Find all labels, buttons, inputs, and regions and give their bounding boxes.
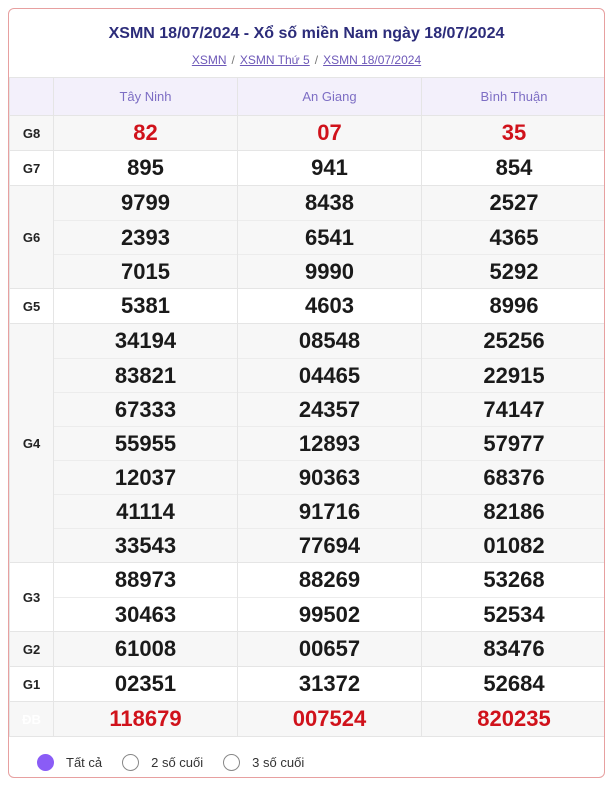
prize-cell xyxy=(422,186,606,289)
prize-row-g7 xyxy=(10,151,606,186)
winning-number: 57977 xyxy=(422,426,605,460)
prize-cell xyxy=(54,702,238,737)
prize-cell xyxy=(54,632,238,667)
prize-label: G1 xyxy=(10,667,54,702)
winning-number: 5381 xyxy=(121,293,170,318)
winning-number: 22915 xyxy=(422,358,605,392)
winning-number: 90363 xyxy=(238,460,421,494)
prize-label: G7 xyxy=(10,151,54,186)
filter-label: 3 số cuối xyxy=(252,754,305,770)
winning-number: 01082 xyxy=(422,528,605,562)
prize-cell xyxy=(422,289,606,324)
breadcrumb xyxy=(9,53,604,67)
prize-cell xyxy=(422,324,606,563)
winning-number: 25256 xyxy=(483,328,545,353)
filter-label: 2 số cuối xyxy=(151,754,204,770)
radio-selected-icon[interactable] xyxy=(37,754,54,771)
winning-number: 41114 xyxy=(54,494,237,528)
breadcrumb-separator: / xyxy=(314,53,319,67)
prize-row-g4 xyxy=(10,324,606,563)
winning-number: 07 xyxy=(317,120,342,145)
winning-number: 2393 xyxy=(54,220,237,254)
prize-cell xyxy=(422,702,606,737)
prize-label: G2 xyxy=(10,632,54,667)
winning-number: 88973 xyxy=(114,567,177,592)
winning-number: 91716 xyxy=(238,494,421,528)
winning-number: 8438 xyxy=(305,190,354,215)
winning-number: 68376 xyxy=(422,460,605,494)
prize-cell xyxy=(422,151,606,186)
winning-number: 31372 xyxy=(298,671,361,696)
prize-cell xyxy=(422,667,606,702)
winning-number: 12037 xyxy=(54,460,237,494)
prize-cell xyxy=(54,324,238,563)
prize-row-g2 xyxy=(10,632,606,667)
results-header xyxy=(9,9,604,77)
winning-number: 83821 xyxy=(54,358,237,392)
breadcrumb-separator: / xyxy=(231,53,235,67)
prize-cell xyxy=(54,289,238,324)
prize-cell xyxy=(54,667,238,702)
winning-number: 82186 xyxy=(422,494,605,528)
prize-cell xyxy=(238,563,422,632)
prize-row-g8 xyxy=(10,116,606,151)
prize-cell xyxy=(422,116,606,151)
prize-row-g3 xyxy=(10,563,606,632)
province-header[interactable]: Bình Thuận xyxy=(422,78,606,116)
breadcrumb-link-date[interactable]: XSMN 18/07/2024 xyxy=(323,53,422,67)
breadcrumb-link-weekday[interactable]: XSMN Thứ 5 xyxy=(239,53,310,67)
winning-number: 4603 xyxy=(305,293,354,318)
winning-number: 04465 xyxy=(238,358,421,392)
prize-cell xyxy=(422,563,606,632)
winning-number: 118679 xyxy=(109,706,182,731)
prize-label: G5 xyxy=(10,289,54,324)
winning-number: 820235 xyxy=(477,706,551,731)
province-header[interactable]: Tây Ninh xyxy=(54,78,238,116)
winning-number: 4365 xyxy=(422,220,605,254)
prize-row-g1 xyxy=(10,667,606,702)
winning-number: 88269 xyxy=(298,567,361,592)
prize-label: G4 xyxy=(10,324,54,563)
prize-cell xyxy=(238,186,422,289)
table-header-row xyxy=(10,78,606,116)
prize-cell xyxy=(54,116,238,151)
results-card xyxy=(8,8,605,778)
winning-number: 8996 xyxy=(489,293,539,318)
results-table xyxy=(9,77,605,737)
winning-number: 2527 xyxy=(489,190,539,215)
prize-cell xyxy=(238,632,422,667)
winning-number: 33543 xyxy=(54,528,237,562)
digit-filter xyxy=(9,737,604,778)
prize-cell xyxy=(54,186,238,289)
winning-number: 55955 xyxy=(54,426,237,460)
winning-number: 9990 xyxy=(238,254,421,288)
winning-number: 67333 xyxy=(54,392,237,426)
prize-label: G6 xyxy=(10,186,54,289)
winning-number: 007524 xyxy=(292,706,367,731)
page-title: XSMN 18/07/2024 - Xổ số miền Nam ngày 18/07/2024 xyxy=(108,25,505,42)
prize-row-g5 xyxy=(10,289,606,324)
winning-number: 08548 xyxy=(298,328,361,353)
prize-cell xyxy=(238,324,422,563)
radio-icon[interactable] xyxy=(223,754,240,771)
winning-number: 7015 xyxy=(54,254,237,288)
winning-number: 83476 xyxy=(483,636,545,661)
winning-number: 895 xyxy=(127,155,164,180)
winning-number: 02351 xyxy=(114,671,177,696)
prize-label: G3 xyxy=(10,563,54,632)
winning-number: 00657 xyxy=(298,636,361,661)
winning-number: 5292 xyxy=(422,254,605,288)
breadcrumb-link-xsmn[interactable]: XSMN xyxy=(191,53,227,67)
winning-number: 74147 xyxy=(422,392,605,426)
winning-number: 12893 xyxy=(238,426,421,460)
prize-cell xyxy=(54,151,238,186)
prize-row-db xyxy=(10,702,606,737)
winning-number: 61008 xyxy=(114,636,177,661)
winning-number: 941 xyxy=(311,155,348,180)
header-corner xyxy=(10,78,54,116)
winning-number: 34194 xyxy=(114,328,177,353)
filter-option-all[interactable] xyxy=(37,754,102,771)
winning-number: 77694 xyxy=(238,528,421,562)
winning-number: 24357 xyxy=(238,392,421,426)
prize-cell xyxy=(54,563,238,632)
winning-number: 99502 xyxy=(238,597,421,631)
prize-row-g6 xyxy=(10,186,606,289)
winning-number: 35 xyxy=(501,120,527,145)
filter-option-last2[interactable] xyxy=(122,754,203,771)
radio-icon[interactable] xyxy=(122,754,139,771)
prize-cell xyxy=(238,116,422,151)
winning-number: 6541 xyxy=(238,220,421,254)
winning-number: 52684 xyxy=(483,671,545,696)
filter-label: Tất cả xyxy=(66,754,103,770)
winning-number: 82 xyxy=(133,120,158,145)
winning-number: 854 xyxy=(495,155,533,180)
winning-number: 9799 xyxy=(121,190,170,215)
province-header[interactable]: An Giang xyxy=(238,78,422,116)
filter-option-last3[interactable] xyxy=(223,754,304,771)
prize-label: G8 xyxy=(10,116,54,151)
winning-number: 30463 xyxy=(54,597,237,631)
prize-label: ĐB xyxy=(10,702,54,737)
winning-number: 52534 xyxy=(422,597,605,631)
prize-cell xyxy=(238,289,422,324)
prize-cell xyxy=(422,632,606,667)
winning-number: 53268 xyxy=(483,567,545,592)
prize-cell xyxy=(238,702,422,737)
results-body xyxy=(10,116,606,737)
prize-cell xyxy=(238,667,422,702)
prize-cell xyxy=(238,151,422,186)
